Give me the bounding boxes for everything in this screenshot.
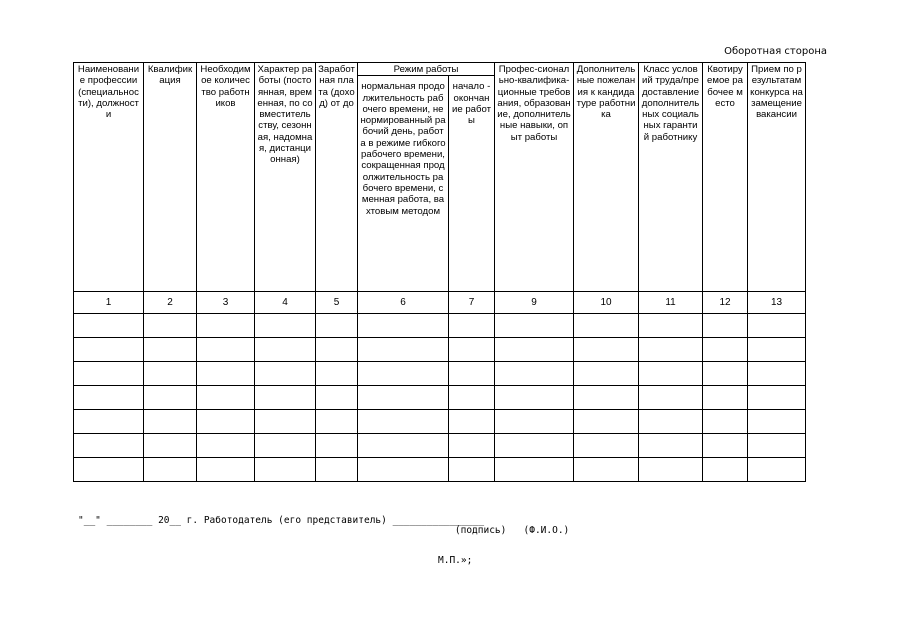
col-number: 9: [495, 292, 574, 314]
col-number: 5: [316, 292, 358, 314]
col-number: 2: [144, 292, 197, 314]
signature-captions: (подпись) (Ф.И.О.): [432, 525, 570, 536]
col-number: 3: [197, 292, 255, 314]
header-wishes: Дополнительные пожелания к кандидатуре работника: [574, 63, 639, 292]
header-quota: Квотируемое рабочее место: [703, 63, 748, 292]
header-start-end: начало - окончание работы: [449, 76, 495, 292]
col-number: 11: [639, 292, 703, 314]
col-number: 4: [255, 292, 316, 314]
col-number: 7: [449, 292, 495, 314]
table-row: [74, 458, 806, 482]
col-number: 12: [703, 292, 748, 314]
header-workers-needed: Необходимое количество работников: [197, 63, 255, 292]
header-work-time: нормальная продолжительность рабочего времени, ненормированный рабочий день, работа в режиме гибкого рабочего времени, сокращенная продолжительность рабочего времени, сменная работа, вахтовым методом: [358, 76, 449, 292]
signature-line: "__" ________ 20__ г. Работодатель (его представитель) ________________: [78, 515, 485, 526]
table-row: [74, 314, 806, 338]
table-row: [74, 434, 806, 458]
col-number: 10: [574, 292, 639, 314]
table-row: [74, 410, 806, 434]
col-number: 1: [74, 292, 144, 314]
table-row: [74, 338, 806, 362]
header-row-1: [74, 63, 806, 76]
table-row: [74, 362, 806, 386]
header-work-nature: Характер работы (постоянная, временная, по совместительству, сезонная, надомная, дистанционная): [255, 63, 316, 292]
reverse-side-label: Оборотная сторона: [724, 46, 827, 57]
header-salary: Заработная плата (доход) от до: [316, 63, 358, 292]
header-requirements: Профес-сионально-квалифика-ционные требования, образование, дополнительные навыки, опыт работы: [495, 63, 574, 292]
column-numbers-row: [74, 292, 806, 314]
table-row: [74, 386, 806, 410]
header-profession: Наименование профессии (специальности), должности: [74, 63, 144, 292]
stamp-place: М.П.»;: [438, 555, 473, 566]
vacancy-table: [73, 62, 806, 482]
header-competition: Прием по результатам конкурса на замещение вакансии: [748, 63, 806, 292]
header-qualification: Квалификация: [144, 63, 197, 292]
header-conditions-class: Класс условий труда/предоставление дополнительных социальных гарантий работнику: [639, 63, 703, 292]
header-work-mode: Режим работы: [358, 63, 495, 76]
col-number: 6: [358, 292, 449, 314]
col-number: 13: [748, 292, 806, 314]
